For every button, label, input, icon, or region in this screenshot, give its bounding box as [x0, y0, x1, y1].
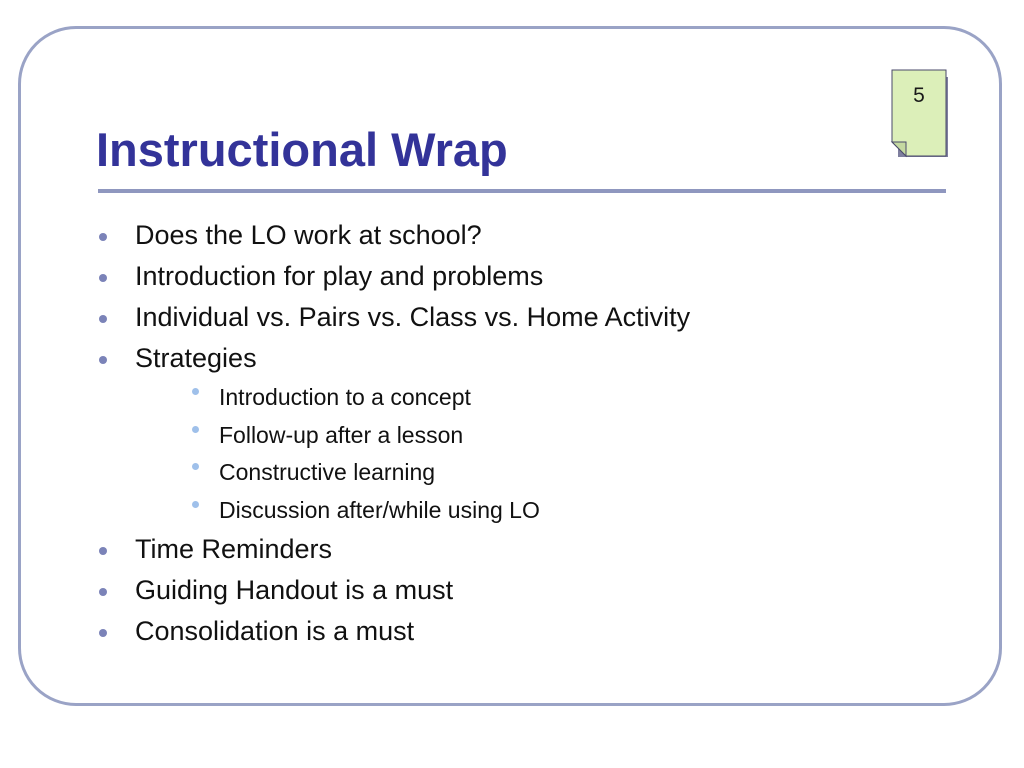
- sub-bullet-text: Discussion after/while using LO: [219, 496, 540, 523]
- bullet-text: Consolidation is a must: [135, 616, 415, 646]
- bullet-text: Individual vs. Pairs vs. Class vs. Home Activity: [135, 302, 691, 332]
- slide-title: Instructional Wrap: [96, 123, 508, 176]
- page-number-note: [890, 68, 948, 158]
- sub-bullet-icon: [192, 388, 199, 395]
- bullet-icon: [99, 315, 107, 323]
- bullet-item: [96, 529, 916, 570]
- bullet-item: [96, 215, 916, 256]
- sub-bullet-item: [135, 417, 916, 455]
- sub-bullet-item: [135, 379, 916, 417]
- sub-bullet-text: Introduction to a concept: [219, 384, 471, 410]
- bullet-text: Time Reminders: [135, 534, 333, 564]
- sub-bullet-text: Follow-up after a lesson: [219, 421, 464, 448]
- note-icon: [890, 68, 950, 160]
- bullet-list: [96, 215, 916, 652]
- bullet-icon: [99, 356, 107, 364]
- bullet-text: Introduction for play and problems: [135, 261, 544, 291]
- sub-bullet-item: [135, 492, 916, 530]
- bullet-text: Does the LO work at school?: [135, 220, 482, 250]
- bullet-text: Guiding Handout is a must: [135, 575, 454, 605]
- sub-bullet-icon: [192, 426, 199, 433]
- bullet-icon: [99, 233, 107, 241]
- bullet-icon: [99, 274, 107, 282]
- bullet-text: Strategies: [135, 343, 257, 373]
- bullet-icon: [99, 547, 107, 555]
- sub-bullet-text: Constructive learning: [219, 459, 436, 485]
- sub-bullet-item: [135, 454, 916, 492]
- bullet-icon: [99, 588, 107, 596]
- sub-bullet-icon: [192, 501, 199, 508]
- bullet-item: [96, 256, 916, 297]
- page-number: 5: [913, 84, 925, 107]
- bullet-item: [96, 338, 916, 529]
- bullet-icon: [99, 629, 107, 637]
- sub-bullet-icon: [192, 463, 199, 470]
- bullet-item: [96, 611, 916, 652]
- bullet-item: [96, 570, 916, 611]
- bullet-item: [96, 297, 916, 338]
- title-divider: [98, 189, 946, 193]
- sub-bullet-list: [135, 379, 916, 529]
